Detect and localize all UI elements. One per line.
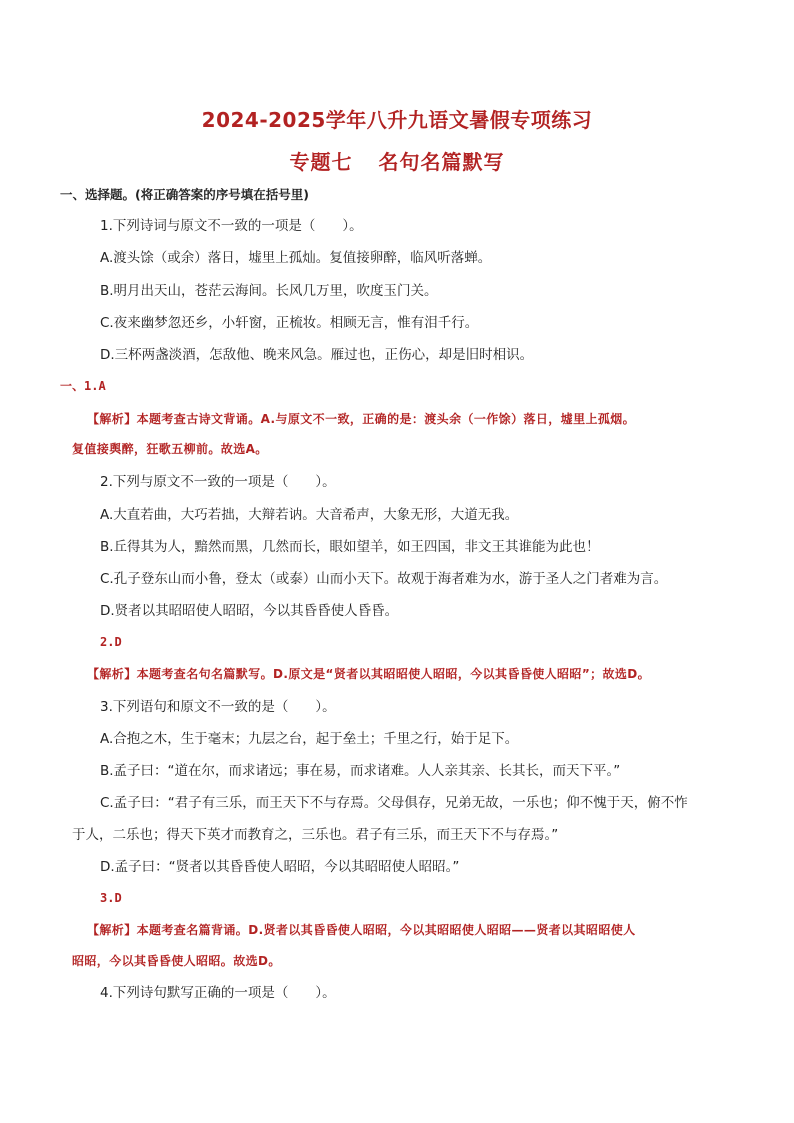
question-4-stem: 4.下列诗句默写正确的一项是（ ）。 [100,985,336,1001]
question-1-explanation-line1 [87,409,635,429]
section-heading: 一、选择题。(将正确答案的序号填在括号里) [60,187,309,202]
question-3-option-b: B.孟子曰：“道在尔，而求诸远；事在易，而求诸难。人人亲其亲、长其长，而天下平。” [100,763,621,779]
explanation-text: 本题考查古诗文背诵。A.与原文不一致，正确的是：渡头余（一作馀）落日，墟里上孤烟。 [136,412,636,426]
question-3-explanation-line1 [87,920,636,940]
explanation-tag: 【解析】 [87,667,137,681]
subtitle-topic-name: 名句名篇默写 [378,150,505,174]
explanation-tag: 【解析】 [87,923,137,937]
explanation-text: 本题考查名句名篇默写。D.原文是“贤者以其昭昭使人昭昭，今以其昏昏使人昭昭”；故选D。 [136,667,651,681]
question-3-option-c-line2: 于人，二乐也；得天下英才而教育之，三乐也。君子有三乐，而王天下不与存焉。” [72,827,559,843]
question-3-option-d: D.孟子曰：“贤者以其昏昏使人昭昭，今以其昭昭使人昭昭。” [100,859,460,875]
explanation-text: 本题考查名篇背诵。D.贤者以其昏昏使人昭昭，今以其昭昭使人昭昭——贤者以其昭昭使人 [136,923,636,937]
question-2-option-d: D.贤者以其昭昭使人昭昭，今以其昏昏使人昏昏。 [100,603,399,619]
question-2-answer: 2.D [100,635,122,649]
subtitle-topic-number: 专题七 [289,150,353,174]
question-3-answer: 3.D [100,891,122,905]
question-2-option-c: C.孔子登东山而小鲁，登太（或泰）山而小天下。故观于海者难为水，游于圣人之门者难为言。 [100,571,668,587]
question-2-explanation-line1 [87,664,650,684]
question-2-option-a: A.大直若曲，大巧若拙，大辩若讷。大音希声，大象无形，大道无我。 [100,507,519,523]
question-3-stem: 3.下列语句和原文不一致的是（ ）。 [100,699,336,715]
document-title: 2024-2025学年八升九语文暑假专项练习 [201,108,593,132]
question-1-option-d: D.三杯两盏淡酒，怎敌他、晚来风急。雁过也，正伤心，却是旧时相识。 [100,347,534,363]
question-1-option-a: A.渡头馀（或余）落日，墟里上孤灿。复值接卵醉，临风听落蝉。 [100,250,492,266]
question-3-option-c-line1: C.孟子曰：“君子有三乐，而王天下不与存焉。父母俱存，兄弟无故，一乐也；仰不愧于天，俯不怍 [100,795,688,811]
document-subtitle [0,146,794,175]
question-1-answer: 一、1.A [60,379,106,393]
question-1-option-c: C.夜来幽梦忽还乡，小轩窗，正梳妆。相顾无言，惟有泪千行。 [100,315,479,331]
question-1-stem: 1.下列诗词与原文不一致的一项是（ ）。 [100,218,363,234]
question-3-explanation-line2: 昭昭，今以其昏昏使人昭昭。故选D。 [72,954,281,968]
question-1-option-b: B.明月出天山，苍茫云海间。长风几万里，吹度玉门关。 [100,283,438,299]
question-2-stem: 2.下列与原文不一致的一项是（ ）。 [100,474,336,490]
question-2-option-b: B.丘得其为人，黯然而黑，几然而长，眼如望羊，如王四国，非文王其谁能为此也！ [100,539,600,555]
question-1-explanation-line2: 复值接舆醉，狂歌五柳前。故选A。 [72,442,268,456]
explanation-tag: 【解析】 [87,412,137,426]
question-3-option-a: A.合抱之木，生于毫末；九层之台，起于垒土；千里之行，始于足下。 [100,731,519,747]
